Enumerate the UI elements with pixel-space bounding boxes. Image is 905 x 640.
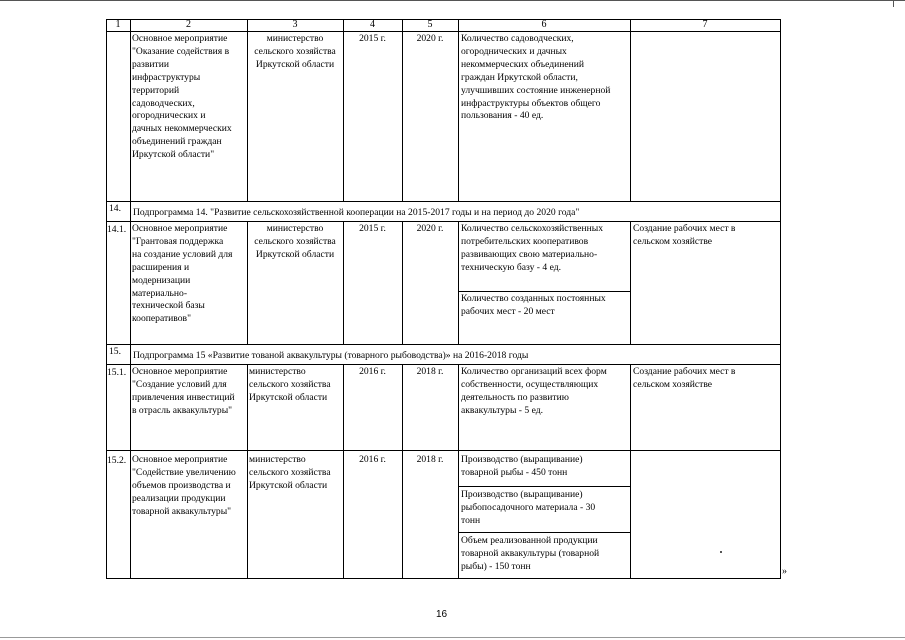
grid-line (343, 221, 344, 344)
grid-line (630, 221, 631, 344)
grid-line (106, 31, 780, 32)
grid-line (106, 450, 780, 451)
grid-line (402, 19, 403, 201)
start-year-cell: 2015 г. (359, 223, 386, 234)
indicator-cell: Количество сельскохозяйственных потребительских кооперативов развивающих свою материально- техническую базу - 4 ед. (461, 223, 603, 273)
grid-line (130, 450, 131, 578)
grid-line (630, 364, 631, 450)
column-header-1: 1 (115, 19, 121, 30)
scan-speck (720, 551, 722, 553)
row-number: 15.1. (107, 367, 127, 378)
grid-line (130, 221, 131, 344)
column-header-2: 2 (186, 19, 191, 30)
end-year-cell: 2020 г. (416, 223, 444, 234)
grid-line (458, 221, 459, 344)
column-header-4: 4 (370, 19, 375, 30)
grid-line (130, 201, 131, 221)
grid-line (343, 450, 344, 578)
grid-line (402, 450, 403, 578)
grid-line (458, 19, 459, 201)
subprogram-number: 14. (109, 203, 121, 214)
start-year-cell: 2016 г. (359, 454, 386, 465)
page-number: 16 (436, 609, 448, 620)
column-header-7: 7 (702, 19, 708, 30)
subprogram-title: Подпрограмма 15 «Развитие тованой аквакультуры (товарного рыбоводства)» на 2016-2018 годы (133, 350, 529, 361)
executor-cell: министерство сельского хозяйства Иркутской области (249, 454, 331, 491)
event-cell: Основное мероприятие "Оказание содействия в развитии инфраструктуры территорий садоводческих, огороднических и дачных некоммерческих объединений граждан Иркутской области" (132, 33, 232, 161)
grid-line (106, 201, 780, 202)
grid-line (343, 19, 344, 201)
executor-cell: министерство сельского хозяйства Иркутской области (254, 33, 336, 70)
event-cell: Основное мероприятие "Грантовая поддержка на создание условий для расширения и модернизации материально- технической базы кооперативов" (132, 223, 233, 325)
grid-line (458, 532, 630, 533)
start-year-cell: 2016 г. (359, 366, 386, 377)
grid-line (130, 19, 131, 201)
grid-line (130, 344, 131, 364)
subprogram-number: 15. (109, 346, 121, 357)
indicator-cell: Количество организаций всех форм собственности, осуществляющих деятельность по развитию аквакультуры - 5 ед. (461, 366, 607, 416)
closing-quote: » (782, 566, 787, 577)
grid-line (247, 450, 248, 578)
start-year-cell: 2015 г. (359, 33, 386, 44)
result-cell: Создание рабочих мест в сельском хозяйстве (633, 223, 736, 247)
grid-line (402, 221, 403, 344)
executor-cell: министерство сельского хозяйства Иркутской области (249, 366, 331, 403)
grid-line (106, 344, 780, 345)
event-cell: Основное мероприятие "Создание условий для привлечения инвестиций в отрасль аквакультуры" (132, 366, 235, 416)
column-header-5: 5 (427, 19, 433, 30)
event-cell: Основное мероприятие "Содействие увеличению объемов производства и реализации продукции товарной аквакультуры" (132, 454, 236, 517)
grid-line (458, 486, 630, 487)
end-year-cell: 2018 г. (416, 454, 444, 465)
grid-line (458, 364, 459, 450)
indicator-cell: Количество созданных постоянных рабочих мест - 20 мест (461, 293, 606, 317)
indicator-cell: Производство (выращивание) рыбопосадочного материала - 30 тонн (461, 489, 596, 526)
column-header-6: 6 (541, 19, 547, 30)
executor-cell: министерство сельского хозяйства Иркутской области (254, 223, 336, 260)
grid-line (106, 364, 780, 365)
end-year-cell: 2020 г. (416, 33, 444, 44)
grid-line (106, 578, 780, 579)
grid-line (130, 364, 131, 450)
row-number: 14.1. (107, 224, 127, 235)
indicator-cell: Объем реализованной продукции товарной аквакультуры (товарной рыбы) - 150 тонн (461, 535, 600, 572)
grid-line (458, 291, 630, 292)
grid-line (630, 450, 631, 578)
subprogram-title: Подпрограмма 14. "Развитие сельскохозяйственной кооперации на 2015-2017 годы и на период до 2020 года" (133, 207, 580, 218)
grid-line (458, 450, 459, 578)
grid-line (780, 19, 781, 579)
grid-line (106, 221, 780, 222)
grid-line (106, 19, 107, 578)
grid-line (247, 364, 248, 450)
result-cell: Создание рабочих мест в сельском хозяйстве (633, 366, 736, 390)
indicator-cell: Производство (выращивание) товарной рыбы - 450 тонн (461, 454, 583, 478)
end-year-cell: 2018 г. (416, 366, 444, 377)
column-header-3: 3 (292, 19, 298, 30)
indicator-cell: Количество садоводческих, огороднических и дачных некоммерческих объединений граждан Иркутской области, улучшивших состояние инженерной инфраструктуры объектов общего пользования - 40 ед. (461, 33, 611, 122)
grid-line (630, 19, 631, 201)
row-number: 15.2. (107, 455, 127, 466)
